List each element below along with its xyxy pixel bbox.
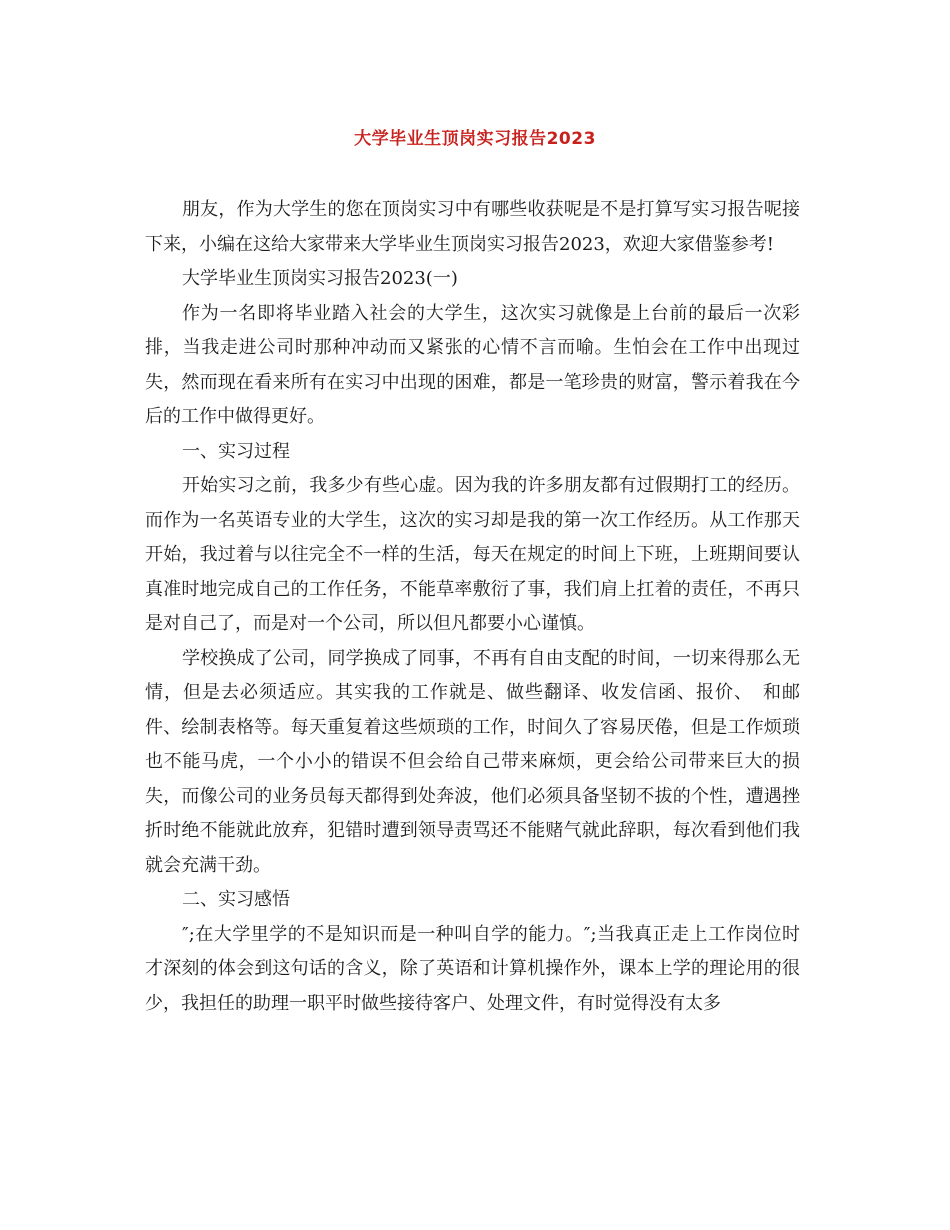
document-title: 大学毕业生顶岗实习报告2023 (354, 129, 596, 149)
paragraph-process-1: 开始实习之前，我多少有些心虚。因为我的许多朋友都有过假期打工的经历。而作为一名英语专业的大学生，这次的实习却是我的第一次工作经历。从工作那天开始，我过着与以往完全不一样的生活，每天在规定的时间上下班，上班期间要认真准时地完成自己的工作任务，不能草率敷衍了事，我们肩上扛着的责任，不再只是对自己了，而是对一个公司，所以但凡都要小心谨慎。 (145, 475, 800, 634)
section-heading-report-one: 大学毕业生顶岗实习报告2023(一) (182, 268, 458, 289)
paragraph-intro: 朋友，作为大学生的您在顶岗实习中有哪些收获呢是不是打算写实习报告呢接下来，小编在这给大家带来大学毕业生顶岗实习报告2023，欢迎大家借鉴参考! (145, 199, 800, 255)
section-heading-process: 一、实习过程 (182, 440, 290, 462)
paragraph-insights: ″;在大学里学的不是知识而是一种叫自学的能力。″;当我真正走上工作岗位时才深刻的体会到这句话的含义，除了英语和计算机操作外，课本上学的理论用的很少，我担任的助理一职平时做些接待客户、处理文件，有时觉得没有太多 (145, 923, 800, 1014)
paragraph-process-2: 学校换成了公司，同学换成了同事，不再有自由支配的时间，一切来得那么无情，但是去必须适应。其实我的工作就是、做些翻译、收发信函、报价、 和邮件、绘制表格等。每天重复着这些烦琐的工作，时间久了容易厌倦，但是工作烦琐也不能马虎，一个小小的错误不但会给自己带来麻烦，更会给公司带来巨大的损失，而像公司的业务员每天都得到处奔波，他们必须具备坚韧不拔的个性，遭遇挫折时绝不能就此放弃，犯错时遭到领导责骂还不能赌气就此辞职，每次看到他们我就会充满干劲。 (145, 647, 800, 876)
paragraph-opening: 作为一名即将毕业踏入社会的大学生，这次实习就像是上台前的最后一次彩排，当我走进公司时那种冲动而又紧张的心情不言而喻。生怕会在工作中出现过失，然而现在看来所有在实习中出现的困难，都是一笔珍贵的财富，警示着我在今后的工作中做得更好。 (145, 302, 800, 427)
section-heading-insights: 二、实习感悟 (182, 889, 290, 910)
document-body (145, 193, 800, 1021)
